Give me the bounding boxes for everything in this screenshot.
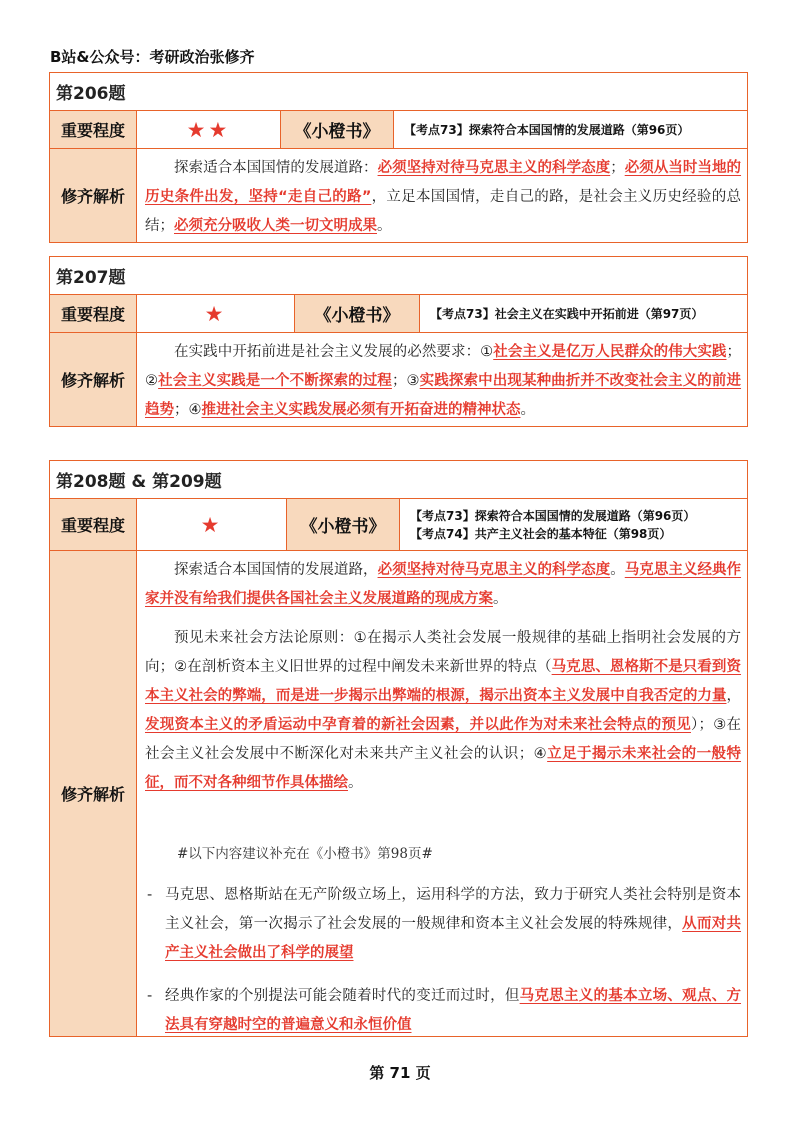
analysis-label: 修齐解析 (50, 551, 137, 1036)
text-span: 马克思、恩格斯站在无产阶级立场上，运用科学的方法，致力于研究人类社会特别是资本主义社会，第一次揭示了社会发展的一般规律和资本主义社会发展的特殊规律， (165, 887, 741, 932)
highlight-text: 必须坚持对待马克思主义的科学态度 (377, 562, 611, 578)
highlight-text: 必须坚持对待马克思主义的科学态度 (377, 160, 611, 176)
question-card-208-209 (49, 460, 748, 1037)
text-span: 。 (493, 591, 508, 607)
bullet-item (145, 881, 741, 968)
text-span: 。 (377, 218, 392, 234)
text-span: ； (610, 160, 625, 176)
text-span: 预见未来社会方法论原则：①在揭示人类社会发展一般规律的基础上指明社会发展的方向；②在剖析资本主义旧世界的过程中阐发未来新世界的特点（ (145, 630, 741, 675)
highlight-text: 发现资本主义的矛盾运动中孕育着的新社会因素，并以此作为对未来社会特点的预见 (145, 717, 691, 733)
analysis-label: 修齐解析 (50, 149, 137, 242)
bullet-item (145, 982, 741, 1040)
highlight-text: 必须充分吸收人类一切文明成果 (174, 218, 377, 234)
highlight-text: 马克思主义的基本立场、观点、方法具有穿越时空的普遍意义和永恒价值 (165, 988, 742, 1033)
highlight-text: 社会主义是亿万人民群众的伟大实践 (493, 344, 727, 360)
highlight-text: 马克思主义经典作家并没有给我们提供各国社会主义发展道路的现成方案 (145, 562, 742, 607)
text-span: ，立足本国国情，走自己的路，是社会主义历史经验的总结； (145, 189, 742, 234)
knowledge-point: 【考点73】探索符合本国国情的发展道路（第96页） (404, 123, 690, 137)
highlight-text: 社会主义实践是一个不断探索的过程 (158, 373, 392, 389)
page-header: B站&公众号：考研政治张修齐 (50, 48, 255, 66)
text-span: 经典作家的个别提法可能会随着时代的变迁而过时，但 (165, 988, 520, 1004)
highlight-text: 立足于揭示未来社会的一般特征，而不对各种细节作具体描绘 (145, 746, 742, 791)
analysis-paragraph (145, 624, 741, 798)
analysis-text (137, 551, 747, 1036)
analysis-text (137, 333, 747, 426)
knowledge-point: 【考点73】探索符合本国国情的发展道路（第96页） (410, 508, 696, 523)
text-span: 探索适合本国国情的发展道路， (174, 562, 378, 578)
analysis-label: 修齐解析 (50, 333, 137, 426)
dash-icon: - (147, 988, 153, 1004)
question-card-206 (49, 72, 748, 243)
analysis-paragraph (145, 338, 741, 425)
knowledge-point: 【考点74】共产主义社会的基本特征（第98页） (410, 526, 672, 541)
text-span: 。 (610, 562, 625, 578)
text-span: 。 (348, 775, 363, 791)
question-title: 第206题 (50, 73, 747, 111)
highlight-text: 必须从当时当地的历史条件出发，坚持“走自己的路” (145, 160, 742, 205)
book-label: 《小橙书》 (281, 111, 394, 148)
analysis-paragraph (145, 556, 741, 614)
knowledge-point: 【考点73】社会主义在实践中开拓前进（第97页） (430, 307, 704, 321)
importance-row (50, 111, 747, 149)
text-span: ；③ (391, 373, 420, 389)
analysis-row (50, 333, 747, 426)
analysis-row (50, 149, 747, 242)
highlight-text: 马克思、恩格斯不是只看到资本主义社会的弊端，而是进一步揭示出弊端的根源，揭示出资本主义发展中自我否定的力量 (145, 659, 742, 704)
book-label: 《小橙书》 (295, 295, 420, 332)
highlight-text: 从而对共产主义社会做出了科学的展望 (165, 916, 742, 961)
question-title: 第208题 & 第209题 (50, 461, 747, 499)
supplement-note: #以下内容建议补充在《小橙书》第98页# (177, 846, 433, 862)
knowledge-points (400, 499, 747, 550)
analysis-paragraph (145, 154, 741, 241)
text-span: 探索适合本国国情的发展道路： (174, 160, 378, 176)
book-label: 《小橙书》 (287, 499, 400, 550)
text-span: ；② (145, 344, 741, 389)
page-number: 第 71 页 (369, 1064, 431, 1082)
text-span: ；④ (174, 402, 202, 418)
star-rating-icon: ★ (137, 499, 287, 550)
importance-label: 重要程度 (50, 295, 137, 332)
star-rating-icon: ★★ (137, 111, 281, 148)
importance-label: 重要程度 (50, 111, 137, 148)
question-card-207 (49, 256, 748, 427)
importance-row (50, 499, 747, 551)
text-span: ）；③在社会主义社会发展中不断深化对未来共产主义社会的认识；④ (145, 717, 742, 762)
question-title: 第207题 (50, 257, 747, 295)
analysis-text (137, 149, 747, 242)
importance-label: 重要程度 (50, 499, 137, 550)
highlight-text: 推进社会主义实践发展必须有开拓奋进的精神状态 (201, 402, 521, 418)
star-rating-icon: ★ (137, 295, 295, 332)
text-span: 在实践中开拓前进是社会主义发展的必然要求：① (174, 344, 494, 360)
importance-row (50, 295, 747, 333)
text-span: ， (726, 688, 741, 704)
text-span: 。 (520, 402, 535, 418)
analysis-row (50, 551, 747, 1036)
dash-icon: - (147, 887, 153, 903)
highlight-text: 实践探索中出现某种曲折并不改变社会主义的前进趋势 (145, 373, 742, 418)
